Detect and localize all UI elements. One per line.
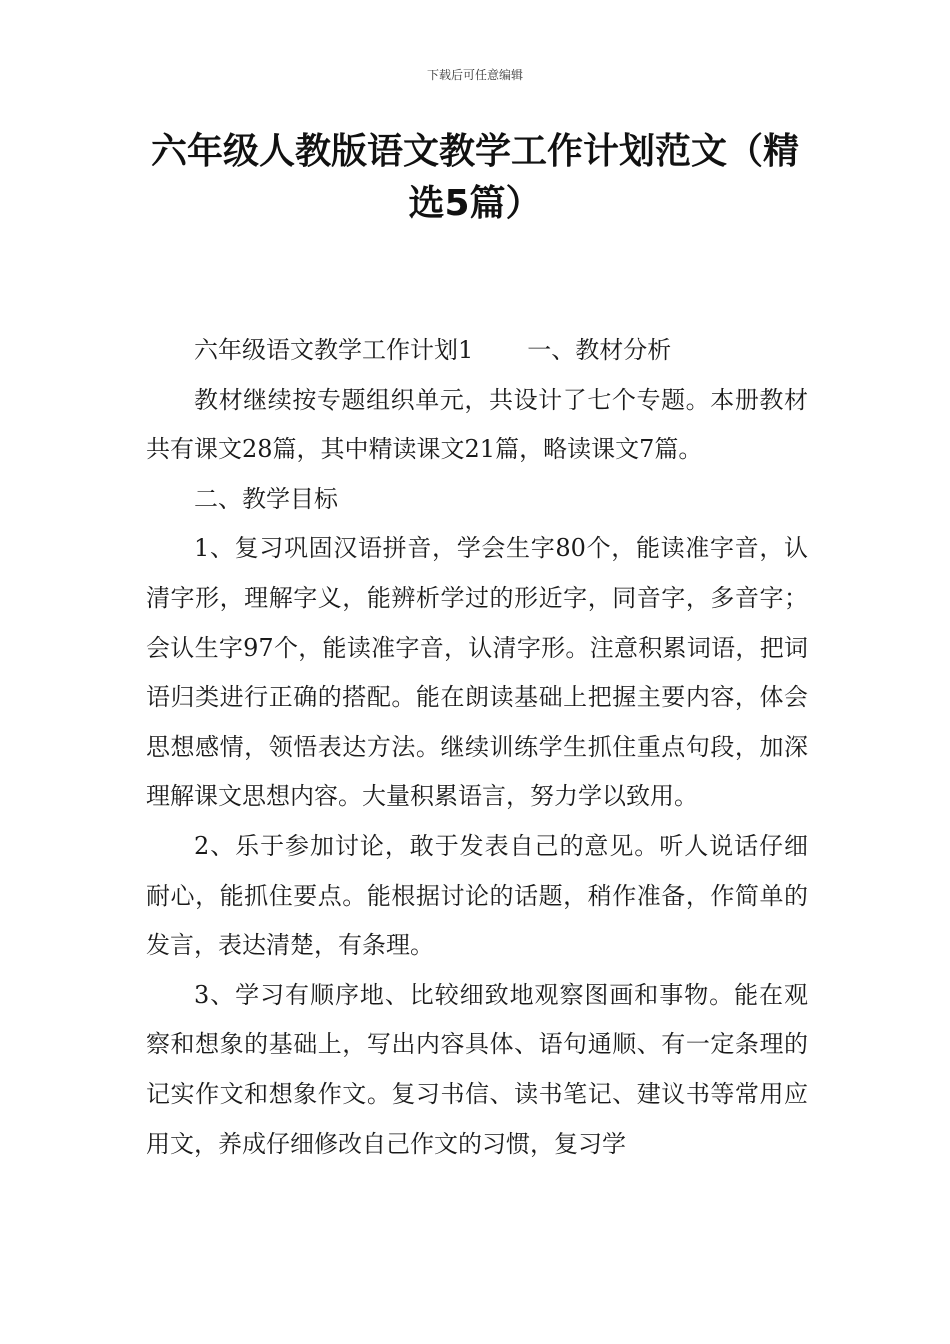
plan-label: 六年级语文教学工作计划1 <box>194 336 474 364</box>
header-note: 下载后可任意编辑 <box>426 68 523 82</box>
part-label: 一、教材分析 <box>527 336 672 364</box>
paragraph-goal-3: 3、学习有顺序地、比较细致地观察图画和事物。能在观察和想象的基础上，写出内容具体、语句通顺、有一定条理的记实作文和想象作文。复习书信、读书笔记、建议书等常用应用文，养成仔细修改自己作文的习惯，复习学 <box>146 980 808 1158</box>
paragraph-teaching-goals-heading: 二、教学目标 <box>194 484 338 513</box>
paragraph-goal-1: 1、复习巩固汉语拼音，学会生字80个，能读准字音，认清字形，理解字义，能辨析学过的形近字，同音字，多音字；会认生字97个，能读准字音，认清字形。注意积累词语，把词语归类进行正确的搭配。能在朗读基础上把握主要内容，体会思想感情，领悟表达方法。继续训练学生抓住重点句段，加深理解课文思想内容。大量积累语言，努力学以致用。 <box>146 534 808 811</box>
document-body <box>146 326 808 1169</box>
paragraph-goal-2: 2、乐于参加讨论，敢于发表自己的意见。听人说话仔细耐心，能抓住要点。能根据讨论的话题，稍作准备，作简单的发言，表达清楚，有条理。 <box>146 831 808 960</box>
section-heading <box>146 326 808 376</box>
document-title: 六年级人教版语文教学工作计划范文（精选5篇） <box>150 131 799 224</box>
paragraph-textbook-analysis: 教材继续按专题组织单元，共设计了七个专题。本册教材共有课文28篇，其中精读课文21篇，略读课文7篇。 <box>146 385 808 464</box>
